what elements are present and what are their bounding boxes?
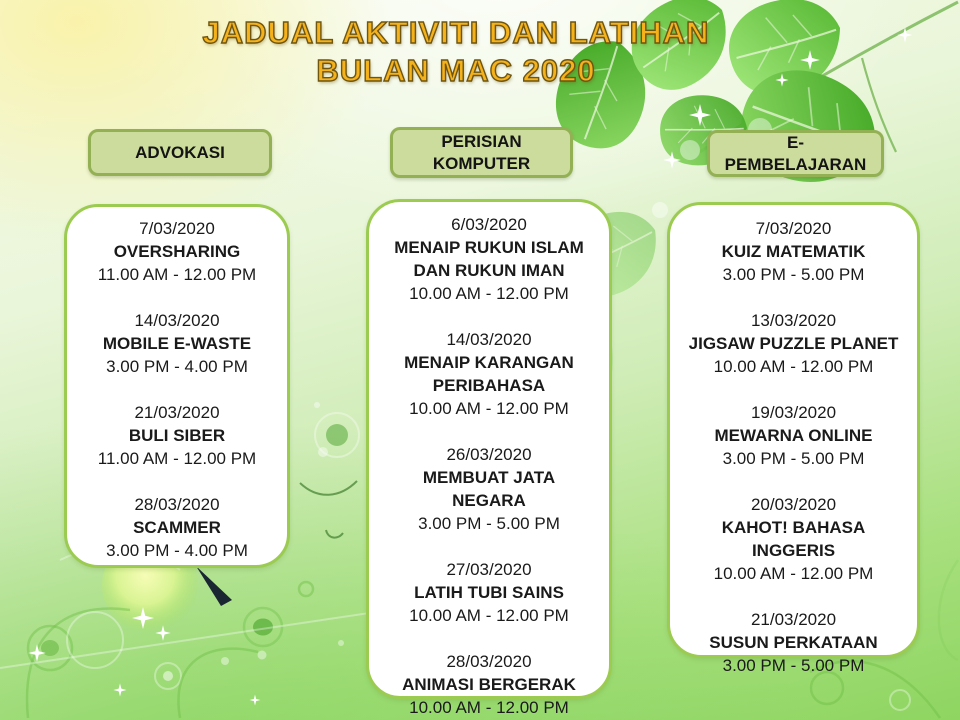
column-header-perisian-komputer [390, 127, 573, 178]
event-name: MOBILE E-WASTE [102, 334, 252, 353]
event-time: 3.00 PM - 5.00 PM [418, 514, 560, 533]
event-date: 27/03/2020 [446, 560, 532, 579]
event-name: MEMBUAT JATA NEGARA [422, 468, 556, 510]
event-date: 14/03/2020 [134, 311, 220, 330]
event-date: 13/03/2020 [750, 311, 837, 330]
event-name: ANIMASI BERGERAK [402, 675, 576, 694]
column-header-e-pembelajaran [707, 130, 884, 177]
event-date: 20/03/2020 [750, 495, 837, 514]
event [77, 493, 277, 562]
event-time: 10.00 AM - 12.00 PM [409, 284, 569, 303]
event-date: 14/03/2020 [446, 330, 532, 349]
event [680, 401, 907, 470]
event-time: 10.00 AM - 12.00 PM [713, 357, 874, 376]
event-date: 26/03/2020 [446, 445, 532, 464]
event [680, 217, 907, 286]
event-name: JIGSAW PUZZLE PLANET [688, 334, 899, 353]
event-name: SCAMMER [133, 518, 221, 537]
event-time: 11.00 AM - 12.00 PM [97, 449, 257, 468]
event-time: 10.00 AM - 12.00 PM [409, 698, 569, 717]
event-name: MENAIP KARANGAN PERIBAHASA [404, 353, 574, 395]
event-name: KUIZ MATEMATIK [721, 242, 866, 261]
schedule-card-advokasi [64, 204, 290, 568]
slide-title [96, 14, 816, 90]
event-name: MEWARNA ONLINE [714, 426, 873, 445]
event [385, 558, 593, 627]
column-header-label: E-PEMBELAJARAN [724, 132, 867, 174]
event-time: 3.00 PM - 4.00 PM [106, 357, 248, 376]
event-date: 6/03/2020 [451, 215, 527, 234]
event [385, 650, 593, 719]
event [385, 443, 593, 535]
column-header-label: ADVOKASI [135, 142, 225, 162]
event-date: 7/03/2020 [139, 219, 215, 238]
event [385, 213, 593, 305]
event-time: 3.00 PM - 5.00 PM [722, 656, 865, 675]
event-name: LATIH TUBI SAINS [414, 583, 564, 602]
schedule-card-e-pembelajaran [667, 202, 920, 675]
event-name: OVERSHARING [113, 242, 241, 261]
grass-blade-decoration [196, 566, 232, 606]
event-name: SUSUN PERKATAAN [709, 633, 878, 652]
event-time: 3.00 PM - 4.00 PM [106, 541, 248, 560]
event-time: 10.00 AM - 12.00 PM [713, 564, 874, 583]
event [77, 401, 277, 470]
event [385, 328, 593, 420]
event-date: 28/03/2020 [134, 495, 220, 514]
event [680, 493, 907, 585]
title-line-1: JADUAL AKTIVITI DAN LATIHAN [202, 15, 710, 50]
event [680, 309, 907, 378]
column-header-advokasi [88, 129, 272, 176]
event-name: KAHOT! BAHASA INGGERIS [721, 518, 866, 560]
event-date: 19/03/2020 [750, 403, 837, 422]
event-name: BULI SIBER [128, 426, 226, 445]
event-name: MENAIP RUKUN ISLAM DAN RUKUN IMAN [394, 238, 584, 280]
event-time: 3.00 PM - 5.00 PM [722, 265, 865, 284]
schedule-card-perisian-komputer [366, 199, 612, 717]
event-date: 7/03/2020 [755, 219, 832, 238]
event [77, 217, 277, 286]
event-time: 11.00 AM - 12.00 PM [97, 265, 257, 284]
event-time: 10.00 AM - 12.00 PM [409, 606, 569, 625]
column-header-label: PERISIAN KOMPUTER [432, 131, 531, 173]
event-date: 28/03/2020 [446, 652, 532, 671]
event-time: 3.00 PM - 5.00 PM [722, 449, 865, 468]
event-date: 21/03/2020 [134, 403, 220, 422]
event [77, 309, 277, 378]
event-time: 10.00 AM - 12.00 PM [409, 399, 569, 418]
event [680, 608, 907, 677]
title-line-2: BULAN MAC 2020 [316, 53, 596, 88]
event-date: 21/03/2020 [750, 610, 837, 629]
